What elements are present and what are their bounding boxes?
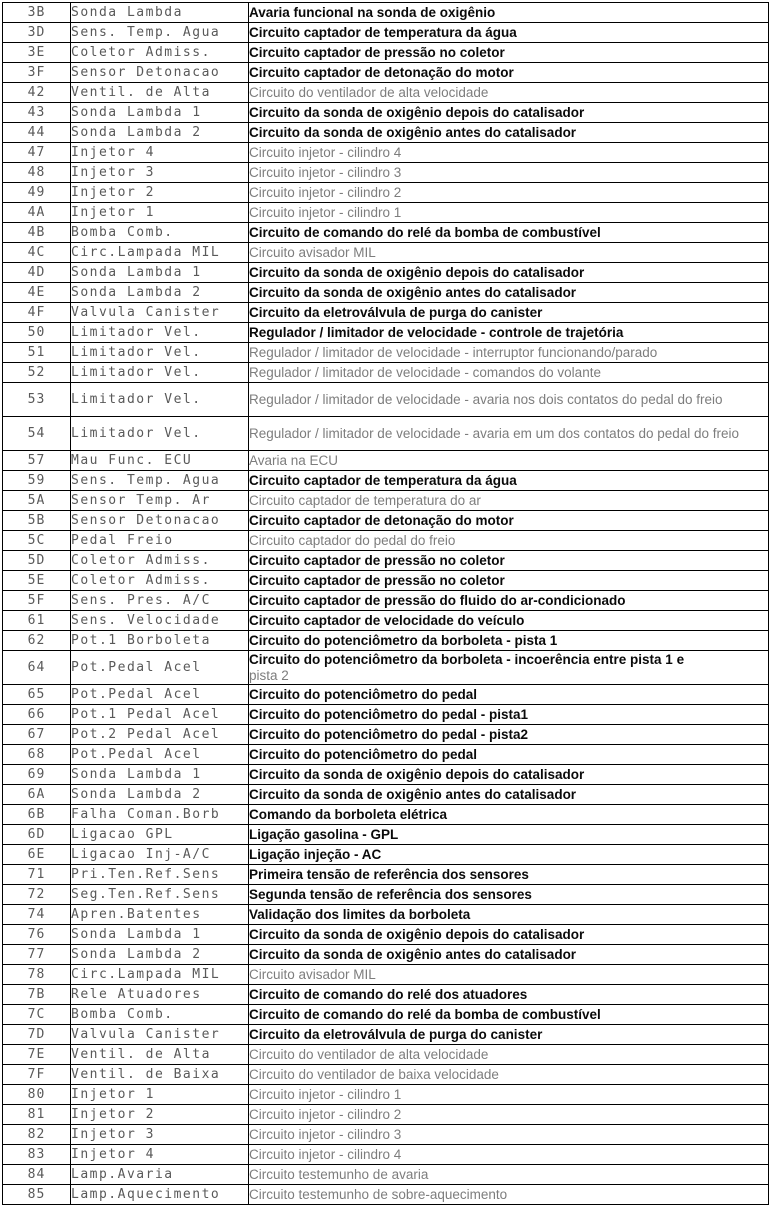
table-row [3, 203, 769, 223]
table-row [3, 885, 769, 905]
name-cell: Sonda Lambda 2 [71, 945, 249, 965]
description-text: Segunda tensão de referência dos sensores [249, 886, 532, 902]
code-cell: 4B [3, 223, 71, 243]
name-cell: Limitador Vel. [71, 383, 249, 417]
table-row [3, 23, 769, 43]
code-cell: 81 [3, 1105, 71, 1125]
description-cell [249, 23, 769, 43]
description-cell [249, 591, 769, 611]
code-cell: 7F [3, 1065, 71, 1085]
table-row [3, 1125, 769, 1145]
description-cell [249, 925, 769, 945]
name-cell: Injetor 4 [71, 1145, 249, 1165]
name-cell: Lamp.Avaria [71, 1165, 249, 1185]
description-text: Primeira tensão de referência dos sensores [249, 866, 529, 882]
description-text: Circuito do potenciômetro da borboleta - incoerência entre pista 1 e [249, 652, 685, 667]
description-text: Circuito avisador MIL [249, 966, 376, 982]
code-cell: 80 [3, 1085, 71, 1105]
description-cell [249, 511, 769, 531]
code-cell: 83 [3, 1145, 71, 1165]
name-cell: Coletor Admiss. [71, 551, 249, 571]
code-cell: 54 [3, 417, 71, 451]
code-cell: 49 [3, 183, 71, 203]
code-cell: 74 [3, 905, 71, 925]
description-cell [249, 343, 769, 363]
description-cell [249, 785, 769, 805]
code-cell: 78 [3, 965, 71, 985]
table-row [3, 965, 769, 985]
description-text: Circuito testemunho de avaria [249, 1166, 429, 1182]
name-cell: Injetor 3 [71, 163, 249, 183]
name-cell: Ligacao Inj-A/C [71, 845, 249, 865]
description-text: Circuito da sonda de oxigênio depois do catalisador [249, 926, 585, 942]
name-cell: Injetor 2 [71, 1105, 249, 1125]
code-cell: 85 [3, 1185, 71, 1205]
description-text: Circuito captador de pressão do fluido do ar-condicionado [249, 592, 626, 608]
table-row [3, 3, 769, 23]
table-row [3, 1145, 769, 1165]
table-row [3, 631, 769, 651]
code-cell: 68 [3, 745, 71, 765]
name-cell: Bomba Comb. [71, 1005, 249, 1025]
table-row [3, 323, 769, 343]
name-cell: Apren.Batentes [71, 905, 249, 925]
code-cell: 84 [3, 1165, 71, 1185]
description-cell [249, 765, 769, 785]
name-cell: Ventil. de Baixa [71, 1065, 249, 1085]
description-text: Circuito da sonda de oxigênio antes do catalisador [249, 124, 577, 140]
description-cell [249, 383, 769, 417]
name-cell: Seg.Ten.Ref.Sens [71, 885, 249, 905]
code-cell: 4F [3, 303, 71, 323]
description-cell [249, 705, 769, 725]
description-cell [249, 725, 769, 745]
description-cell [249, 865, 769, 885]
code-cell: 42 [3, 83, 71, 103]
description-cell [249, 1165, 769, 1185]
name-cell: Pot.1 Pedal Acel [71, 705, 249, 725]
name-cell: Coletor Admiss. [71, 43, 249, 63]
name-cell: Sens. Temp. Agua [71, 23, 249, 43]
name-cell: Bomba Comb. [71, 223, 249, 243]
code-cell: 7E [3, 1045, 71, 1065]
name-cell: Falha Coman.Borb [71, 805, 249, 825]
description-cell [249, 203, 769, 223]
name-cell: Ligacao GPL [71, 825, 249, 845]
code-cell: 6D [3, 825, 71, 845]
code-cell: 4E [3, 283, 71, 303]
name-cell: Injetor 4 [71, 143, 249, 163]
description-cell [249, 143, 769, 163]
description-cell [249, 965, 769, 985]
description-cell [249, 123, 769, 143]
table-row [3, 805, 769, 825]
code-cell: 69 [3, 765, 71, 785]
description-text: Regulador / limitador de velocidade - comandos do volante [249, 364, 601, 380]
code-cell: 3F [3, 63, 71, 83]
description-cell [249, 103, 769, 123]
code-cell: 82 [3, 1125, 71, 1145]
table-row [3, 263, 769, 283]
name-cell: Rele Atuadores [71, 985, 249, 1005]
table-row [3, 1185, 769, 1205]
table-row [3, 705, 769, 725]
description-cell [249, 985, 769, 1005]
table-row [3, 745, 769, 765]
code-cell: 51 [3, 343, 71, 363]
table-row [3, 43, 769, 63]
description-text: Circuito captador de pressão no coletor [249, 572, 505, 588]
dtc-code-table [2, 2, 769, 1205]
table-row [3, 243, 769, 263]
code-cell: 76 [3, 925, 71, 945]
name-cell: Coletor Admiss. [71, 571, 249, 591]
description-cell [249, 885, 769, 905]
description-cell [249, 451, 769, 471]
name-cell: Limitador Vel. [71, 417, 249, 451]
table-row [3, 63, 769, 83]
table-row [3, 945, 769, 965]
table-row [3, 765, 769, 785]
description-cell [249, 1085, 769, 1105]
table-row [3, 363, 769, 383]
table-row [3, 1045, 769, 1065]
description-text: Circuito injetor - cilindro 1 [249, 204, 402, 220]
name-cell: Pot.Pedal Acel [71, 745, 249, 765]
table-row [3, 163, 769, 183]
table-row [3, 1025, 769, 1045]
description-cell [249, 631, 769, 651]
table-row [3, 651, 769, 685]
name-cell: Sensor Detonacao [71, 511, 249, 531]
description-cell [249, 43, 769, 63]
description-text: Circuito captador de temperatura da água [249, 472, 517, 488]
description-text: Circuito do ventilador de alta velocidade [249, 1046, 489, 1062]
table-row [3, 183, 769, 203]
name-cell: Pot.Pedal Acel [71, 651, 249, 685]
code-cell: 5B [3, 511, 71, 531]
description-text: Circuito captador do pedal do freio [249, 532, 456, 548]
description-text: Circuito avisador MIL [249, 244, 376, 260]
description-cell [249, 1185, 769, 1205]
name-cell: Pot.Pedal Acel [71, 685, 249, 705]
name-cell: Ventil. de Alta [71, 83, 249, 103]
code-cell: 5E [3, 571, 71, 591]
description-text: Circuito da eletroválvula de purga do canister [249, 1026, 543, 1042]
description-cell [249, 323, 769, 343]
description-text: Ligação gasolina - GPL [249, 826, 399, 842]
name-cell: Sens. Temp. Agua [71, 471, 249, 491]
code-cell: 47 [3, 143, 71, 163]
table-row [3, 725, 769, 745]
table-row [3, 283, 769, 303]
description-cell [249, 611, 769, 631]
code-cell: 52 [3, 363, 71, 383]
name-cell: Sonda Lambda 2 [71, 283, 249, 303]
description-cell [249, 1125, 769, 1145]
description-cell [249, 1045, 769, 1065]
description-text: Comando da borboleta elétrica [249, 806, 448, 822]
name-cell: Injetor 1 [71, 203, 249, 223]
table-row [3, 1085, 769, 1105]
name-cell: Injetor 1 [71, 1085, 249, 1105]
code-cell: 66 [3, 705, 71, 725]
code-cell: 4C [3, 243, 71, 263]
name-cell: Sensor Detonacao [71, 63, 249, 83]
name-cell: Sonda Lambda 1 [71, 263, 249, 283]
code-cell: 3E [3, 43, 71, 63]
description-cell [249, 263, 769, 283]
description-text: Validação dos limites da borboleta [249, 906, 471, 922]
description-text: Circuito captador de velocidade do veículo [249, 612, 525, 628]
table-row [3, 1165, 769, 1185]
description-cell [249, 163, 769, 183]
description-text: Circuito injetor - cilindro 4 [249, 1146, 402, 1162]
description-text: Regulador / limitador de velocidade - controle de trajetória [249, 324, 624, 340]
description-cell [249, 83, 769, 103]
name-cell: Sensor Temp. Ar [71, 491, 249, 511]
code-cell: 6B [3, 805, 71, 825]
description-text: Circuito da eletroválvula de purga do canister [249, 304, 543, 320]
description-text: Circuito do ventilador de baixa velocidade [249, 1066, 499, 1082]
description-cell [249, 745, 769, 765]
code-cell: 62 [3, 631, 71, 651]
table-row [3, 1005, 769, 1025]
description-cell [249, 63, 769, 83]
code-cell: 7B [3, 985, 71, 1005]
description-text: Avaria funcional na sonda de oxigênio [249, 4, 496, 20]
name-cell: Circ.Lampada MIL [71, 965, 249, 985]
table-row [3, 1105, 769, 1125]
code-cell: 44 [3, 123, 71, 143]
table-row [3, 223, 769, 243]
description-text: Circuito injetor - cilindro 3 [249, 164, 402, 180]
name-cell: Pot.1 Borboleta [71, 631, 249, 651]
code-cell: 43 [3, 103, 71, 123]
table-row [3, 383, 769, 417]
table-row [3, 471, 769, 491]
table-row [3, 83, 769, 103]
description-text: Circuito testemunho de sobre-aquecimento [249, 1186, 508, 1202]
table-row [3, 685, 769, 705]
description-text: Circuito de comando do relé da bomba de combustível [249, 1006, 601, 1022]
description-text: Circuito captador de detonação do motor [249, 512, 514, 528]
description-text: Circuito do potenciômetro do pedal - pista2 [249, 726, 529, 742]
description-cell [249, 1025, 769, 1045]
description-cell [249, 551, 769, 571]
description-cell [249, 945, 769, 965]
description-text: Circuito injetor - cilindro 4 [249, 144, 402, 160]
description-cell [249, 223, 769, 243]
description-cell [249, 303, 769, 323]
description-text: Circuito da sonda de oxigênio depois do catalisador [249, 766, 585, 782]
description-cell [249, 845, 769, 865]
name-cell: Mau Func. ECU [71, 451, 249, 471]
code-cell: 6E [3, 845, 71, 865]
description-text: Circuito injetor - cilindro 1 [249, 1086, 402, 1102]
description-cell [249, 3, 769, 23]
name-cell: Valvula Canister [71, 1025, 249, 1045]
name-cell: Lamp.Aquecimento [71, 1185, 249, 1205]
description-cell [249, 283, 769, 303]
description-text: Circuito da sonda de oxigênio depois do catalisador [249, 104, 585, 120]
table-row [3, 551, 769, 571]
description-text: Regulador / limitador de velocidade - avaria em um dos contatos do pedal do freio [249, 425, 740, 441]
description-text: Circuito de comando do relé da bomba de combustível [249, 224, 601, 240]
description-cell [249, 905, 769, 925]
name-cell: Sonda Lambda 2 [71, 123, 249, 143]
name-cell: Injetor 3 [71, 1125, 249, 1145]
code-cell: 71 [3, 865, 71, 885]
description-cell [249, 1105, 769, 1125]
table-row [3, 343, 769, 363]
description-text: Circuito da sonda de oxigênio antes do catalisador [249, 786, 577, 802]
table-row [3, 123, 769, 143]
description-text: Regulador / limitador de velocidade - interruptor funcionando/parado [249, 344, 658, 360]
name-cell: Valvula Canister [71, 303, 249, 323]
description-text-line2: pista 2 [249, 667, 289, 683]
code-cell: 7C [3, 1005, 71, 1025]
name-cell: Sonda Lambda 1 [71, 925, 249, 945]
description-cell [249, 805, 769, 825]
code-cell: 5F [3, 591, 71, 611]
description-text: Ligação injeção - AC [249, 846, 382, 862]
table-row [3, 511, 769, 531]
code-cell: 57 [3, 451, 71, 471]
table-row [3, 785, 769, 805]
description-cell [249, 685, 769, 705]
description-cell [249, 825, 769, 845]
code-cell: 67 [3, 725, 71, 745]
name-cell: Sonda Lambda [71, 3, 249, 23]
name-cell: Pri.Ten.Ref.Sens [71, 865, 249, 885]
description-cell [249, 651, 769, 685]
name-cell: Sonda Lambda 1 [71, 103, 249, 123]
description-cell [249, 1145, 769, 1165]
description-text: Circuito do potenciômetro do pedal [249, 686, 478, 702]
code-cell: 3B [3, 3, 71, 23]
code-cell: 50 [3, 323, 71, 343]
code-cell: 5C [3, 531, 71, 551]
description-text: Circuito do potenciômetro da borboleta - pista 1 [249, 632, 558, 648]
description-text: Circuito captador de pressão no coletor [249, 44, 505, 60]
description-text: Circuito injetor - cilindro 2 [249, 184, 402, 200]
name-cell: Pedal Freio [71, 531, 249, 551]
description-text: Circuito do ventilador de alta velocidade [249, 84, 489, 100]
code-cell: 59 [3, 471, 71, 491]
name-cell: Limitador Vel. [71, 363, 249, 383]
name-cell: Pot.2 Pedal Acel [71, 725, 249, 745]
description-text: Circuito de comando do relé dos atuadores [249, 986, 528, 1002]
name-cell: Sens. Pres. A/C [71, 591, 249, 611]
table-row [3, 451, 769, 471]
code-cell: 48 [3, 163, 71, 183]
description-text: Regulador / limitador de velocidade - avaria nos dois contatos do pedal do freio [249, 391, 723, 407]
code-cell: 64 [3, 651, 71, 685]
table-row [3, 905, 769, 925]
table-row [3, 925, 769, 945]
description-text: Circuito da sonda de oxigênio depois do catalisador [249, 264, 585, 280]
table-row [3, 865, 769, 885]
table-row [3, 531, 769, 551]
description-text: Circuito captador de temperatura da água [249, 24, 517, 40]
name-cell: Limitador Vel. [71, 323, 249, 343]
code-cell: 7D [3, 1025, 71, 1045]
table-row [3, 143, 769, 163]
description-cell [249, 471, 769, 491]
description-text: Circuito do potenciômetro do pedal - pista1 [249, 706, 529, 722]
code-cell: 3D [3, 23, 71, 43]
table-row [3, 611, 769, 631]
name-cell: Ventil. de Alta [71, 1045, 249, 1065]
table-row [3, 591, 769, 611]
description-cell [249, 363, 769, 383]
description-text: Circuito da sonda de oxigênio antes do catalisador [249, 284, 577, 300]
description-cell [249, 183, 769, 203]
table-row [3, 103, 769, 123]
code-cell: 72 [3, 885, 71, 905]
description-cell [249, 571, 769, 591]
name-cell: Sens. Velocidade [71, 611, 249, 631]
name-cell: Limitador Vel. [71, 343, 249, 363]
table-row [3, 1065, 769, 1085]
code-cell: 5D [3, 551, 71, 571]
table-row [3, 985, 769, 1005]
description-text: Circuito injetor - cilindro 3 [249, 1126, 402, 1142]
name-cell: Injetor 2 [71, 183, 249, 203]
code-cell: 6A [3, 785, 71, 805]
description-text: Circuito captador de detonação do motor [249, 64, 514, 80]
code-cell: 65 [3, 685, 71, 705]
code-cell: 4D [3, 263, 71, 283]
description-cell [249, 417, 769, 451]
table-row [3, 825, 769, 845]
description-text: Circuito da sonda de oxigênio antes do catalisador [249, 946, 577, 962]
code-cell: 77 [3, 945, 71, 965]
code-cell: 53 [3, 383, 71, 417]
description-cell [249, 1065, 769, 1085]
description-text: Circuito do potenciômetro do pedal [249, 746, 478, 762]
name-cell: Sonda Lambda 2 [71, 785, 249, 805]
description-cell [249, 1005, 769, 1025]
description-text: Circuito injetor - cilindro 2 [249, 1106, 402, 1122]
description-cell [249, 491, 769, 511]
description-cell [249, 531, 769, 551]
description-text: Avaria na ECU [249, 452, 339, 468]
description-cell [249, 243, 769, 263]
table-row [3, 417, 769, 451]
description-text: Circuito captador de temperatura do ar [249, 492, 481, 508]
table-row [3, 845, 769, 865]
table-row [3, 571, 769, 591]
table-row [3, 303, 769, 323]
description-text: Circuito captador de pressão no coletor [249, 552, 505, 568]
code-cell: 61 [3, 611, 71, 631]
table-row [3, 491, 769, 511]
code-cell: 4A [3, 203, 71, 223]
name-cell: Circ.Lampada MIL [71, 243, 249, 263]
code-cell: 5A [3, 491, 71, 511]
name-cell: Sonda Lambda 1 [71, 765, 249, 785]
